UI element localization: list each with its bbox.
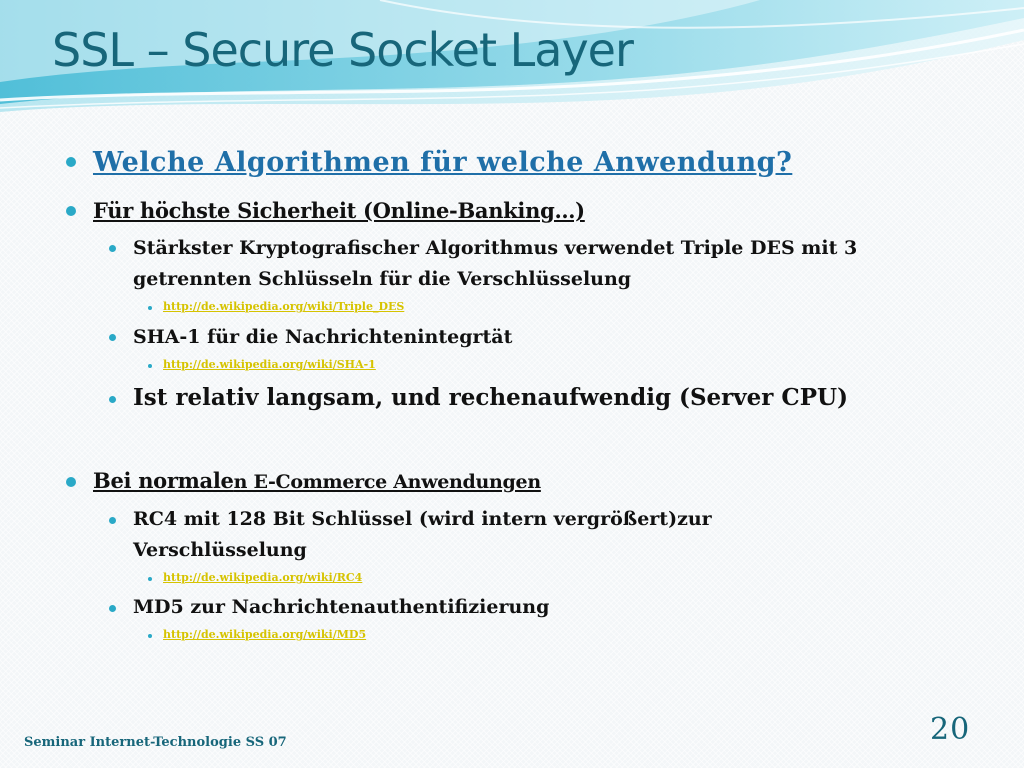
link-rc4[interactable]: http://de.wikipedia.org/wiki/RC4	[163, 571, 363, 584]
list-item-md5: MD5 zur Nachrichtenauthentifizierung	[133, 596, 550, 618]
bullet-icon	[109, 245, 116, 252]
heading-ecommerce	[93, 467, 541, 496]
bullet-icon	[66, 477, 76, 487]
heading-link-algorithms[interactable]: Welche Algorithmen für welche Anwendung?	[93, 147, 793, 178]
bullet-icon	[109, 396, 116, 403]
bullet-icon	[109, 334, 116, 341]
list-item-triple-des-line1: Stärkster Kryptografischer Algorithmus verwendet Triple DES mit 3	[133, 237, 858, 259]
list-item-rc4-line2: Verschlüsselung	[133, 539, 307, 561]
bullet-icon	[148, 306, 152, 310]
page-number: 20	[930, 712, 971, 747]
bullet-icon	[148, 634, 152, 638]
bullet-icon	[66, 157, 76, 167]
bullet-icon	[109, 605, 116, 612]
bullet-icon	[148, 364, 152, 368]
footer-text: Seminar Internet-Technologie SS 07	[24, 735, 287, 750]
heading-online-banking: Für höchste Sicherheit (Online-Banking…)	[93, 198, 585, 223]
heading-ecommerce-part1: Bei normale	[93, 468, 234, 493]
heading-ecommerce-part2: n E-Commerce Anwendungen	[233, 471, 541, 493]
list-item-rc4-line1: RC4 mit 128 Bit Schlüssel (wird intern vergrößert)zur	[133, 508, 712, 530]
link-md5[interactable]: http://de.wikipedia.org/wiki/MD5	[163, 628, 367, 641]
bullet-icon	[148, 577, 152, 581]
bullet-icon	[66, 206, 76, 216]
bullet-icon	[109, 517, 116, 524]
list-item-triple-des-line2: getrennten Schlüsseln für die Verschlüsselung	[133, 268, 632, 290]
slide-title: SSL – Secure Socket Layer	[52, 23, 633, 77]
list-item-sha1: SHA-1 für die Nachrichtenintegrtät	[133, 326, 513, 348]
link-triple-des[interactable]: http://de.wikipedia.org/wiki/Triple_DES	[163, 300, 405, 313]
link-sha1[interactable]: http://de.wikipedia.org/wiki/SHA-1	[163, 358, 376, 371]
list-item-slow-cpu: Ist relativ langsam, und rechenaufwendig (Server CPU)	[133, 384, 848, 411]
